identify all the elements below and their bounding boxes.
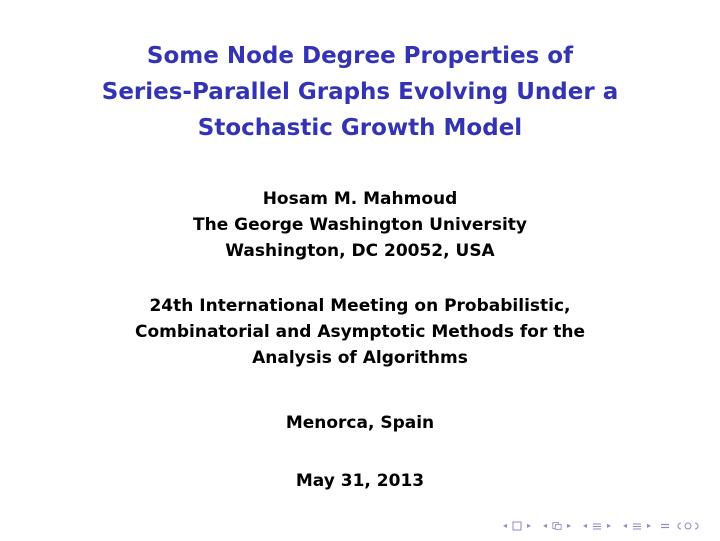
frame-next-arrow-icon[interactable]: ▸ xyxy=(526,521,531,530)
subsection-icon[interactable] xyxy=(552,520,562,532)
slide-icon[interactable] xyxy=(632,520,642,532)
author-address: Washington, DC 20052, USA xyxy=(225,241,495,261)
subsection-prev-arrow-icon[interactable]: ◂ xyxy=(542,521,547,530)
frame-prev-arrow-icon[interactable]: ◂ xyxy=(502,521,507,530)
align-icon[interactable] xyxy=(660,520,670,532)
slide-next-arrow-icon[interactable]: ▸ xyxy=(646,521,651,530)
nav-frame-group xyxy=(500,520,534,532)
search-icon[interactable] xyxy=(676,520,700,532)
meeting-line-2: Combinatorial and Asymptotic Methods for the xyxy=(134,322,586,342)
section-prev-arrow-icon[interactable]: ◂ xyxy=(582,521,587,530)
slide-title xyxy=(0,38,720,146)
title-line-3: Stochastic Growth Model xyxy=(197,115,523,141)
beamer-navigation-bar xyxy=(500,518,700,534)
frame-icon[interactable] xyxy=(512,520,522,532)
location: Menorca, Spain xyxy=(285,413,435,433)
nav-slide-group xyxy=(620,520,654,532)
author-block xyxy=(0,186,720,264)
subsection-next-arrow-icon[interactable]: ▸ xyxy=(566,521,571,530)
title-line-2: Series-Parallel Graphs Evolving Under a xyxy=(101,79,619,105)
slide-prev-arrow-icon[interactable]: ◂ xyxy=(622,521,627,530)
date: May 31, 2013 xyxy=(295,471,425,491)
meeting-line-3: Analysis of Algorithms xyxy=(252,348,468,368)
section-next-arrow-icon[interactable]: ▸ xyxy=(606,521,611,530)
author-name: Hosam M. Mahmoud xyxy=(262,189,458,209)
meeting-block xyxy=(0,293,720,371)
section-icon[interactable] xyxy=(592,520,602,532)
title-line-1: Some Node Degree Properties of xyxy=(146,43,574,69)
nav-section-group xyxy=(580,520,614,532)
author-affiliation: The George Washington University xyxy=(193,215,527,235)
meeting-line-1: 24th International Meeting on Probabilistic, xyxy=(149,296,571,316)
nav-subsection-group xyxy=(540,520,574,532)
